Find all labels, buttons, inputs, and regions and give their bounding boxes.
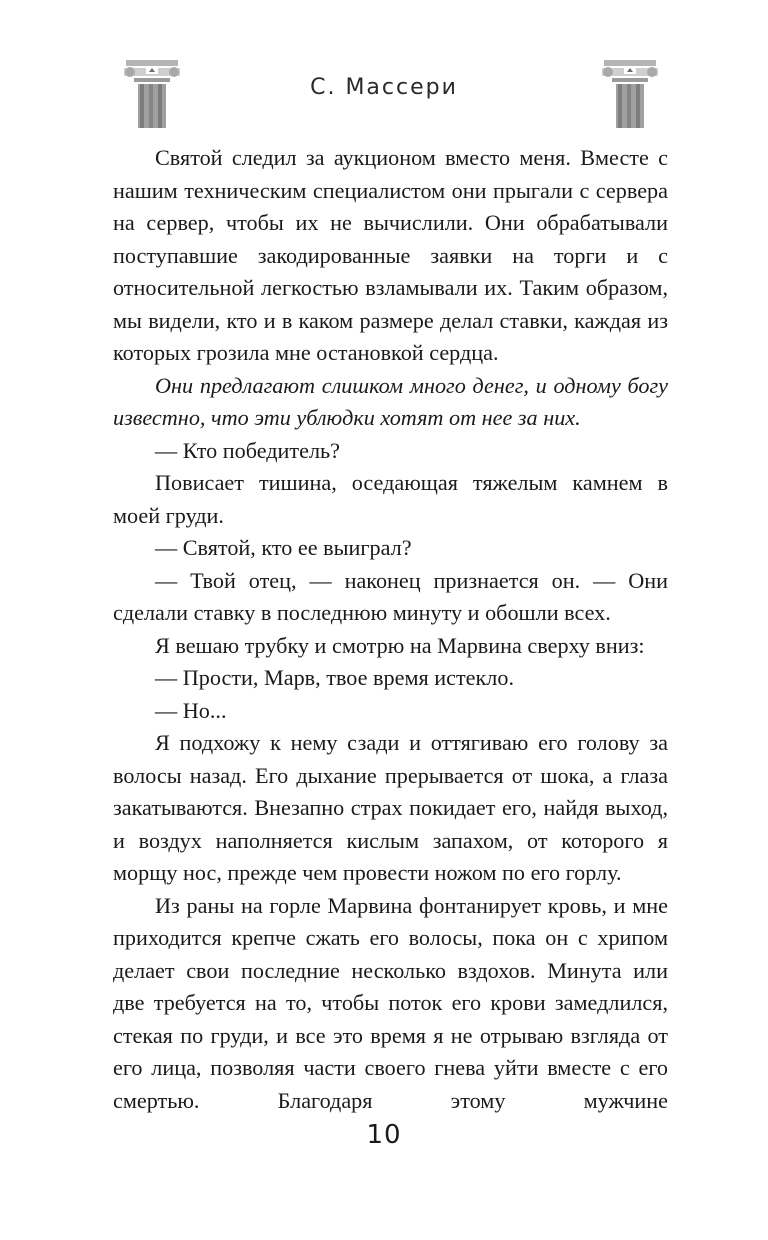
page-number: 10 [366, 1120, 402, 1150]
dialogue-line: — Кто победитель? [155, 437, 340, 463]
dialogue-line: — Но... [155, 697, 227, 723]
running-header [0, 58, 768, 128]
paragraph: Из раны на горле Марвина фонтанирует кровь, и мне приходится крепче сжать его волосы, пока он с хрипом делает свои последние несколько вздохов. Минута или две требуется на то, чтобы поток его крови замедлился, стекая по груди, и все это время я не отрываю взгляда от его лица, позволяя части своего гнева уйти вместе с его смертью. Благодаря этому мужчине [113, 892, 668, 1113]
paragraph: Святой следил за аукционом вместо меня. Вместе с нашим техническим специалистом они прыгали с сервера на сервер, чтобы их не вычислили. Они обрабатывали поступавшие закодированные заявки на торги и с относительной легкостью взламывали их. Таким образом, мы видели, кто и в каком размере делал ставки, каждая из которых грозила мне остановкой сердца. [113, 145, 668, 365]
author-name: С. Массери [310, 75, 458, 100]
dialogue-line: — Прости, Марв, твое время истекло. [155, 665, 514, 690]
paragraph: Я подхожу к нему сзади и оттягиваю его голову за волосы назад. Его дыхание прерывается от шока, а глаза закатываются. Внезапно страх покидает его, найдя выход, и воздух наполняется кислым запахом, от которого я морщу нос, прежде чем провести ножом по его горлу. [113, 730, 668, 885]
body-text [113, 142, 668, 1117]
ionic-column-icon [600, 58, 660, 128]
dialogue-line: — Святой, кто ее выиграл? [155, 535, 412, 560]
dialogue-line: — Твой отец, — наконец признается он. — Они сделали ставку в последнюю минуту и обошли всех. [113, 567, 668, 625]
paragraph: Повисает тишина, оседающая тяжелым камнем в моей груди. [113, 470, 668, 528]
paragraph: Я вешаю трубку и смотрю на Марвина сверху вниз: [155, 632, 645, 658]
paragraph-italic-thought: Они предлагают слишком много денег, и одному богу известно, что эти ублюдки хотят от нее за них. [113, 372, 668, 430]
